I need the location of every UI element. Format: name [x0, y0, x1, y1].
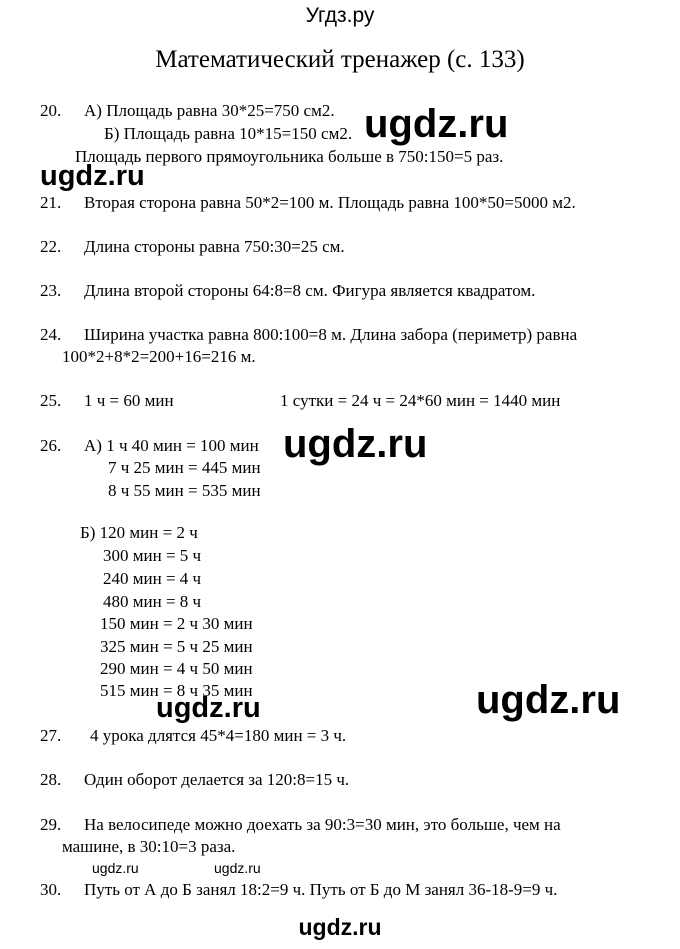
problem-26-line-b3: 240 мин = 4 ч	[103, 569, 202, 588]
problem-26-line-b5: 150 мин = 2 ч 30 мин	[100, 614, 253, 633]
problem-26-line-b4: 480 мин = 8 ч	[103, 592, 202, 611]
problem-25-line-1: 1 ч = 60 мин	[84, 391, 174, 410]
watermark-1: ugdz.ru	[364, 102, 509, 146]
problem-26-line-b7: 290 мин = 4 ч 50 мин	[100, 659, 253, 678]
site-header[interactable]: Угдз.ру	[305, 4, 375, 27]
problem-29-line-2: машине, в 30:10=3 раза.	[62, 837, 236, 856]
problem-30-line: Путь от А до Б занял 18:2=9 ч. Путь от Б до М занял 36-18-9=9 ч.	[84, 880, 558, 899]
problem-21-number: 21.	[40, 193, 62, 212]
problem-30-number: 30.	[40, 880, 62, 899]
problem-25-number: 25.	[40, 391, 62, 410]
problem-29-number: 29.	[40, 815, 62, 834]
watermark-3: ugdz.ru	[283, 422, 428, 466]
problem-26-line-b8: 515 мин = 8 ч 35 мин	[100, 681, 253, 700]
problem-24-line-1: Ширина участка равна 800:100=8 м. Длина забора (периметр) равна	[84, 325, 578, 344]
problem-22-number: 22.	[40, 237, 62, 256]
watermark-7: ugdz.ru	[214, 860, 261, 876]
problem-21-line: Вторая сторона равна 50*2=100 м. Площадь равна 100*50=5000 м2.	[84, 193, 576, 212]
problem-24-number: 24.	[40, 325, 62, 344]
problem-22-line: Длина стороны равна 750:30=25 см.	[84, 237, 345, 256]
problem-26-line-b1: Б) 120 мин = 2 ч	[80, 523, 198, 542]
watermark-5: ugdz.ru	[156, 692, 261, 724]
watermark-6: ugdz.ru	[92, 860, 139, 876]
problem-25-line-2: 1 сутки = 24 ч = 24*60 мин = 1440 мин	[280, 391, 561, 410]
problem-29-line-1: На велосипеде можно доехать за 90:3=30 мин, это больше, чем на	[84, 815, 561, 834]
problem-26-line-a3: 8 ч 55 мин = 535 мин	[108, 481, 261, 500]
problem-24-line-2: 100*2+8*2=200+16=216 м.	[62, 347, 256, 366]
problem-26-line-a2: 7 ч 25 мин = 445 мин	[108, 458, 261, 477]
problem-27-line: 4 урока длятся 45*4=180 мин = 3 ч.	[90, 726, 347, 745]
problem-28-number: 28.	[40, 770, 62, 789]
watermark-2: ugdz.ru	[40, 160, 145, 192]
problem-20-line-c: Площадь первого прямоугольника больше в 750:150=5 раз.	[75, 147, 504, 166]
problem-20-line-b: Б) Площадь равна 10*15=150 см2.	[104, 124, 353, 143]
problem-27-number: 27.	[40, 726, 62, 745]
problem-28-line: Один оборот делается за 120:8=15 ч.	[84, 770, 350, 789]
problem-23-number: 23.	[40, 281, 62, 300]
problem-26-line-b6: 325 мин = 5 ч 25 мин	[100, 637, 253, 656]
problem-20-line-a: А) Площадь равна 30*25=750 см2.	[84, 101, 335, 120]
problem-26-number: 26.	[40, 436, 62, 455]
page-title: Математический тренажер (с. 133)	[155, 46, 525, 73]
problem-26-line-a1: А) 1 ч 40 мин = 100 мин	[84, 436, 259, 455]
watermark-4: ugdz.ru	[476, 678, 621, 722]
problem-26-line-b2: 300 мин = 5 ч	[103, 546, 202, 565]
problem-20-number: 20.	[40, 101, 62, 120]
watermark-8: ugdz.ru	[298, 914, 382, 940]
problem-23-line: Длина второй стороны 64:8=8 см. Фигура является квадратом.	[84, 281, 536, 300]
